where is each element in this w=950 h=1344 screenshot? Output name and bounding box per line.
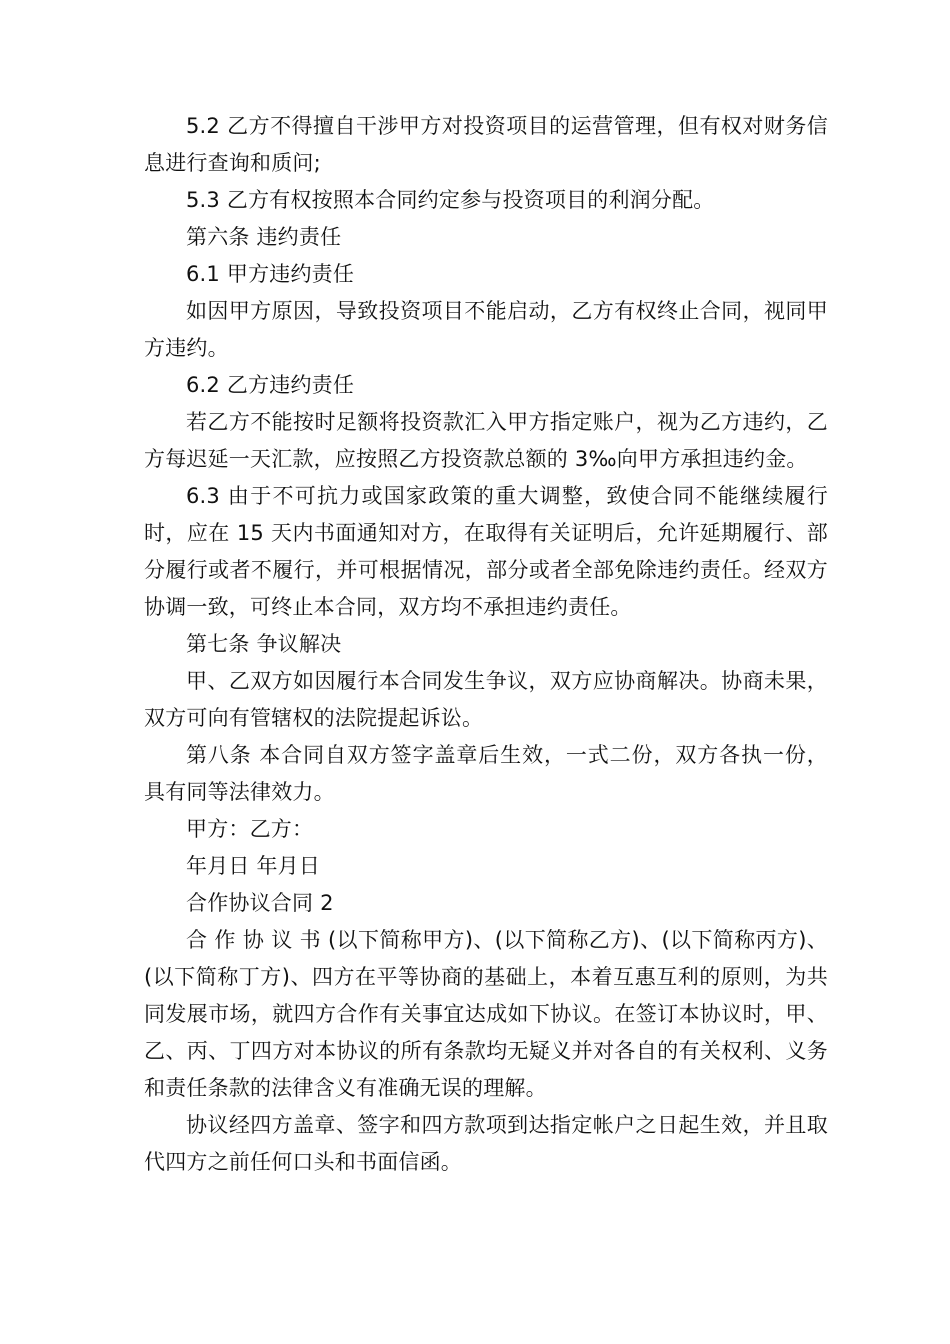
- clause-6-2-text: 若乙方不能按时足额将投资款汇入甲方指定账户，视为乙方违约，乙方每迟延一天汇款，应按照乙方投资款总额的 3‰向甲方承担违约金。: [144, 410, 828, 471]
- article-6-heading: 第六条 违约责任: [186, 225, 342, 249]
- signature-dates: 年月日 年月日: [186, 854, 321, 878]
- article-7-text: 甲、乙双方如因履行本合同发生争议，双方应协商解决。协商未果，双方可向有管辖权的法院提起诉讼。: [144, 669, 828, 730]
- clause-6-2-heading: 6.2 乙方违约责任: [186, 373, 355, 397]
- document-body: [144, 108, 828, 1181]
- article-8: 第八条 本合同自双方签字盖章后生效，一式二份，双方各执一份，具有同等法律效力。: [144, 743, 828, 804]
- contract-2-preamble: 合 作 协 议 书 (以下简称甲方)、(以下简称乙方)、(以下简称丙方)、(以下简称丁方)、四方在平等协商的基础上，本着互惠互利的原则，为共同发展市场，就四方合作有关事宜达成如下协议。在签订本协议时，甲、乙、丙、丁四方对本协议的所有条款均无疑义并对各自的有关权利、义务和责任条款的法律含义有准确无误的理解。: [144, 928, 828, 1100]
- clause-5-3: 5.3 乙方有权按照本合同约定参与投资项目的利润分配。: [186, 188, 715, 212]
- clause-5-2: 5.2 乙方不得擅自干涉甲方对投资项目的运营管理，但有权对财务信息进行查询和质问;: [144, 114, 828, 175]
- contract-2-title: 合作协议合同 2: [186, 891, 334, 915]
- signature-parties: 甲方：乙方：: [186, 817, 314, 841]
- contract-2-effectiveness: 协议经四方盖章、签字和四方款项到达指定帐户之日起生效，并且取代四方之前任何口头和书面信函。: [144, 1113, 828, 1174]
- article-7-heading: 第七条 争议解决: [186, 632, 342, 656]
- clause-6-1-text: 如因甲方原因，导致投资项目不能启动，乙方有权终止合同，视同甲方违约。: [144, 299, 828, 360]
- clause-6-1-heading: 6.1 甲方违约责任: [186, 262, 355, 286]
- clause-6-3: 6.3 由于不可抗力或国家政策的重大调整，致使合同不能继续履行时，应在 15 天内书面通知对方，在取得有关证明后，允许延期履行、部分履行或者不履行，并可根据情况，部分或者全部免除违约责任。经双方协调一致，可终止本合同，双方均不承担违约责任。: [144, 484, 828, 619]
